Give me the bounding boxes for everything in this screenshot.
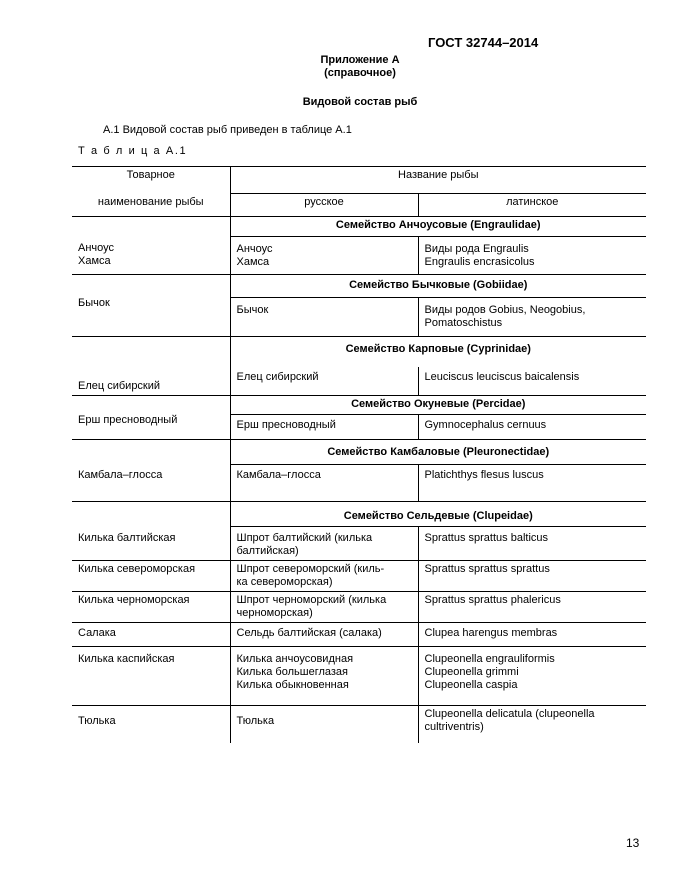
latin-name-cell: Clupeonella engrauliformis Clupeonella grimmi Clupeonella caspia: [418, 647, 646, 706]
trade-name-cell: Килька черноморская: [72, 592, 230, 623]
family-heading: Семейство Карповые (Cyprinidae): [230, 337, 646, 368]
latin-name-cell: Platichthys flesus luscus: [424, 469, 544, 481]
latin-name-cell: Leuciscus leuciscus baicalensis: [424, 371, 580, 383]
latin-name-cell: Sprattus sprattus phalericus: [418, 592, 646, 623]
family-row: [72, 440, 646, 465]
latin-name-cell: Clupeonella delicatula (clupeonella cultriventris): [418, 706, 646, 744]
header-russian: русское: [230, 194, 418, 217]
header-fish-name-group: Название рыбы: [230, 167, 646, 194]
appendix-note: (справочное): [324, 67, 396, 79]
trade-name-cell: Камбала–глосса: [72, 440, 230, 502]
latin-name-cell: Виды родов Gobius, Neogobius, Pomatoschistus: [424, 304, 586, 329]
family-heading: Семейство Сельдевые (Clupeidae): [230, 502, 646, 527]
table-row: [72, 592, 646, 623]
page-number: 13: [626, 836, 640, 850]
family-heading: Семейство Бычковые (Gobiidae): [230, 275, 646, 298]
family-heading: Семейство Анчоусовые (Engraulidae): [230, 217, 646, 237]
fish-species-table: [72, 166, 646, 743]
russian-name-cell: Камбала–глосса: [230, 465, 418, 502]
family-row: [72, 217, 646, 237]
table-row: [72, 647, 646, 706]
family-row: [72, 275, 646, 298]
header-trade-name-line2: наименование рыбы: [72, 194, 230, 217]
latin-name-cell: Clupea harengus membras: [418, 623, 646, 647]
russian-name-cell: Шпрот североморский (киль- ка североморская): [230, 561, 418, 592]
appendix-title: Приложение А: [320, 54, 400, 66]
trade-name-cell: Тюлька: [72, 706, 230, 744]
russian-name-cell: Анчоус Хамса: [230, 236, 418, 275]
table-label: Т а б л и ц а А.1: [78, 145, 188, 157]
trade-name-cell: Килька балтийская: [72, 527, 230, 561]
trade-name-cell: Бычок: [72, 275, 230, 337]
table-row: [72, 623, 646, 647]
russian-name-cell: Бычок: [230, 298, 418, 337]
latin-name-cell: Gymnocephalus cernuus: [424, 419, 547, 431]
family-row: [72, 396, 646, 415]
table-row: [72, 561, 646, 592]
header-latin: латинское: [418, 194, 646, 217]
trade-name-cell: Елец сибирский: [72, 337, 230, 396]
latin-name-cell: Виды рода Engraulis Engraulis encrasicolus: [424, 242, 535, 268]
russian-name-cell: Елец сибирский: [230, 367, 418, 396]
russian-name-cell: Килька анчоусовидная Килька большеглазая Килька обыкновенная: [230, 647, 418, 706]
document-code: ГОСТ 32744–2014: [428, 35, 539, 50]
table-row: [72, 527, 646, 561]
trade-name-cell: Килька североморская: [72, 561, 230, 592]
family-heading: Семейство Камбаловые (Pleuronectidae): [230, 440, 646, 465]
latin-name-cell: Sprattus sprattus balticus: [424, 532, 549, 544]
russian-name-cell: Шпрот балтийский (килька балтийская): [230, 527, 418, 561]
trade-name-cell: Анчоус Хамса: [72, 236, 230, 275]
trade-name-cell: Салака: [72, 623, 230, 647]
section-title: Видовой состав рыб: [302, 96, 418, 108]
russian-name-cell: Тюлька: [230, 706, 418, 744]
russian-name-cell: Сельдь балтийская (салака): [230, 623, 418, 647]
family-row: [72, 337, 646, 368]
header-trade-name-line1: Товарное: [72, 167, 230, 194]
table-subheader-row: [72, 194, 646, 217]
intro-paragraph: А.1 Видовой состав рыб приведен в таблице А.1: [103, 124, 352, 136]
latin-name-cell: Sprattus sprattus sprattus: [418, 561, 646, 592]
trade-name-cell: Ерш пресноводный: [72, 396, 230, 440]
family-heading: Семейство Окуневые (Percidae): [230, 396, 646, 415]
table-row: [72, 706, 646, 744]
russian-name-cell: Шпрот черноморский (килька черноморская): [230, 592, 418, 623]
russian-name-cell: Ерш пресноводный: [230, 415, 418, 440]
family-row: [72, 502, 646, 527]
table-row: [72, 236, 646, 275]
trade-name-cell: Килька каспийская: [72, 647, 230, 706]
table-header-row: [72, 167, 646, 194]
